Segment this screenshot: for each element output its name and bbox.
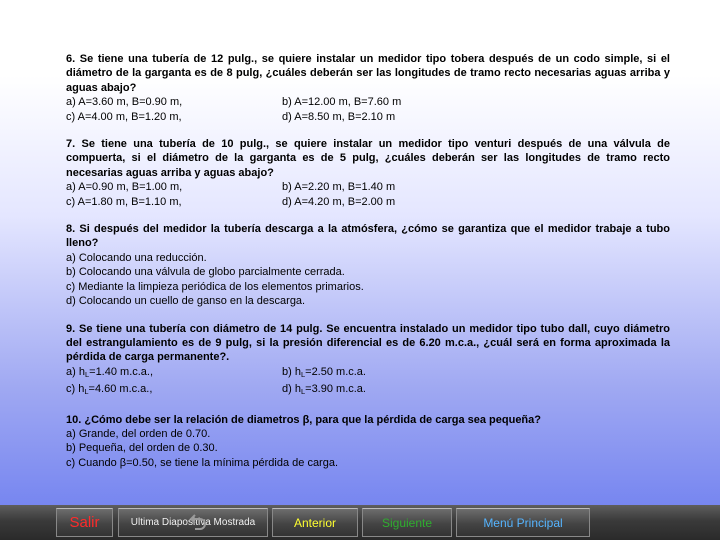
question-7 bbox=[66, 137, 670, 209]
option-subscript: L bbox=[300, 369, 306, 379]
option-row bbox=[66, 180, 670, 194]
option-b bbox=[282, 365, 366, 382]
option-row bbox=[66, 365, 670, 382]
option-value: =1.40 m.c.a., bbox=[89, 365, 154, 378]
option-subscript: L bbox=[84, 387, 89, 397]
option-row bbox=[66, 110, 670, 124]
option-d: d) Colocando un cuello de ganso en la descarga. bbox=[66, 295, 306, 308]
option-value: =4.60 m.c.a., bbox=[88, 383, 153, 396]
question-6 bbox=[66, 52, 670, 124]
option-b: b) A=2.20 m, B=1.40 m bbox=[282, 181, 396, 194]
question-10 bbox=[66, 413, 670, 471]
option-b: b) Colocando una válvula de globo parcialmente cerrada. bbox=[66, 266, 345, 279]
question-text: 8. Si después del medidor la tubería descarga a la atmósfera, ¿cómo se garantiza que el medidor trabaje a tubo lleno? bbox=[66, 223, 670, 250]
option-value: =2.50 m.c.a. bbox=[305, 365, 366, 378]
exit-button[interactable]: Salir bbox=[56, 508, 113, 537]
option-subscript: L bbox=[84, 369, 90, 379]
option-d bbox=[282, 382, 366, 399]
option-prefix: c) h bbox=[66, 383, 85, 396]
option-d: d) A=4.20 m, B=2.00 m bbox=[282, 195, 396, 208]
question-8 bbox=[66, 222, 670, 308]
option-c: c) A=4.00 m, B=1.20 m, bbox=[66, 110, 182, 123]
option-c: c) A=1.80 m, B=1.10 m, bbox=[66, 195, 182, 208]
question-9 bbox=[66, 322, 670, 400]
option-a: a) Colocando una reducción. bbox=[66, 251, 207, 264]
option-a: a) Grande, del orden de 0.70. bbox=[66, 427, 211, 440]
main-menu-button[interactable]: Menú Principal bbox=[456, 508, 590, 537]
option-subscript: L bbox=[300, 387, 306, 397]
last-viewed-slide-button[interactable]: Ultima Diapositiva Mostrada bbox=[118, 508, 268, 537]
question-text: 9. Se tiene una tubería con diámetro de 14 pulg. Se encuentra instalado un medidor tipo tubo dall, cuyo diámetro del estrangulamiento es de 9 pulg, si la presión diferencial es de 6.20 m.c.a., ¿cuál será en forma aproximada la pérdida de carga permanente?. bbox=[66, 322, 670, 364]
question-text: 7. Se tiene una tubería de 10 pulg., se quiere instalar un medidor tipo venturi después de una válvula de compuerta, si el diámetro de la garganta es de 5 pulg, ¿cuáles deberán ser las longitudes de tramo recto necesarias aguas arriba y aguas abajo? bbox=[66, 138, 670, 179]
option-c bbox=[66, 382, 282, 399]
slide-content bbox=[66, 52, 670, 483]
option-row bbox=[66, 382, 670, 399]
option-c: c) Cuando β=0.50, se tiene la mínima pérdida de carga. bbox=[66, 456, 339, 469]
option-prefix: b) h bbox=[282, 365, 301, 378]
question-text: 6. Se tiene una tubería de 12 pulg., se quiere instalar un medidor tipo tobera después de un codo simple, si el diámetro de la garganta es de 8 pulg, ¿cuáles deberán ser las longitudes de tramo recto necesarias aguas arriba y aguas abajo? bbox=[66, 53, 670, 94]
option-c: c) Mediante la limpieza periódica de los elementos primarios. bbox=[66, 280, 364, 293]
option-d: d) A=8.50 m, B=2.10 m bbox=[282, 110, 396, 123]
previous-button[interactable]: Anterior bbox=[272, 508, 358, 537]
option-row bbox=[66, 95, 670, 109]
option-value: =3.90 m.c.a. bbox=[305, 383, 366, 396]
option-a: a) A=3.60 m, B=0.90 m, bbox=[66, 96, 183, 109]
option-prefix: d) h bbox=[282, 383, 301, 396]
option-a: a) A=0.90 m, B=1.00 m, bbox=[66, 181, 183, 194]
option-prefix: a) h bbox=[66, 365, 85, 378]
option-a bbox=[66, 365, 282, 382]
option-b: b) Pequeña, del orden de 0.30. bbox=[66, 442, 218, 455]
option-row bbox=[66, 195, 670, 209]
option-b: b) A=12.00 m, B=7.60 m bbox=[282, 96, 402, 109]
undo-arrow-icon bbox=[186, 510, 210, 534]
next-button[interactable]: Siguiente bbox=[362, 508, 452, 537]
question-text: 10. ¿Cómo debe ser la relación de diametros β, para que la pérdida de carga sea pequeña? bbox=[66, 413, 541, 426]
